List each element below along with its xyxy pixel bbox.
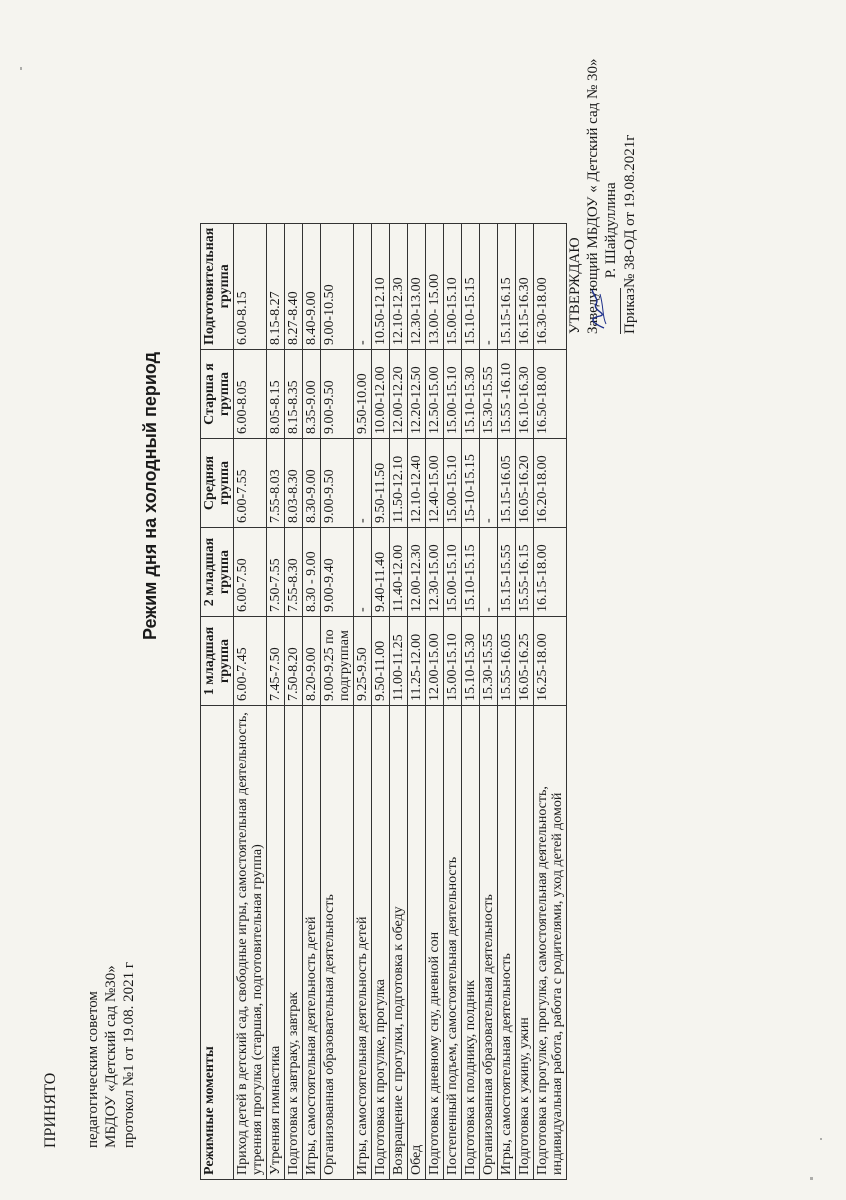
- table-row: [534, 223, 567, 1179]
- time-cell: 12.20-12.50: [408, 350, 426, 439]
- activity-cell: Возвращение с прогулки, подготовка к обеду: [390, 706, 408, 1180]
- time-cell: 15.15-15.55: [498, 528, 516, 617]
- activity-cell: Обед: [408, 706, 426, 1180]
- time-cell: 15.15-16.15: [498, 223, 516, 349]
- activity-cell: Постепенный подъем, самостоятельная деятельность: [444, 706, 462, 1180]
- time-cell: 9.40-11.40: [372, 528, 390, 617]
- approved-line-1: Заведующий МБДОУ « Детский сад № 30»: [585, 58, 601, 334]
- header-group-5: Подготовительная группа: [201, 223, 234, 349]
- time-cell: 9.25-9.50: [354, 617, 372, 706]
- time-cell: 15.10-15.15: [462, 528, 480, 617]
- time-cell: 12.40-15.00: [426, 439, 444, 528]
- time-cell: 12.30-13.00: [408, 223, 426, 349]
- time-cell: 12.10-12.40: [408, 439, 426, 528]
- time-cell: 12.10-12.30: [390, 223, 408, 349]
- time-cell: 11.25-12.00: [408, 617, 426, 706]
- activity-cell: Приход детей в детский сад, свободные игры, самостоятельная деятельность, утренняя прогулка (старшая, подготовительная группа): [234, 706, 267, 1180]
- activity-cell: Подготовка к ужину, ужин: [516, 706, 534, 1180]
- table-row: [303, 223, 321, 1179]
- time-cell: 15.00-15.10: [444, 350, 462, 439]
- time-cell: 8.05-8.15: [267, 350, 285, 439]
- time-cell: -: [354, 528, 372, 617]
- approved-order: Приказ№ 38-ОД от 19.08.2021г: [622, 134, 638, 334]
- time-cell: 7.45-7.50: [267, 617, 285, 706]
- scan-speck: [20, 67, 22, 70]
- time-cell: 9.50-10.00: [354, 350, 372, 439]
- time-cell: 15.55 -16.10: [498, 350, 516, 439]
- time-cell: 16.30-18.00: [534, 223, 567, 349]
- table-row: [444, 223, 462, 1179]
- time-cell: 16.10-16.30: [516, 350, 534, 439]
- header-activity: Режимные моменты: [201, 706, 234, 1180]
- time-cell: 15.55-16.05: [498, 617, 516, 706]
- time-cell: 8.30-9.00: [303, 439, 321, 528]
- accepted-line-2: МБДОУ «Детский сад №30»: [103, 965, 119, 1148]
- time-cell: -: [354, 223, 372, 349]
- time-cell: 8.27-8.40: [285, 223, 303, 349]
- accepted-line-3: протокол №1 от 19.08. 2021 г: [121, 961, 137, 1148]
- table-row: [480, 223, 498, 1179]
- activity-cell: Подготовка к прогулке, прогулка, самостоятельная деятельность, индивидуальная работа, работа с родителями, уход детей домой: [534, 706, 567, 1180]
- time-cell: 12.00-12.30: [408, 528, 426, 617]
- time-cell: -: [354, 439, 372, 528]
- time-cell: -: [480, 223, 498, 349]
- time-cell: 7.55-8.03: [267, 439, 285, 528]
- table-row: [285, 223, 303, 1179]
- time-cell: 15.00-15.10: [444, 528, 462, 617]
- time-cell: 15.10-15.30: [462, 350, 480, 439]
- activity-cell: Подготовка к полднику, полдник: [462, 706, 480, 1180]
- activity-cell: Игры, самостоятельная деятельность детей: [354, 706, 372, 1180]
- time-cell: 8.15-8.35: [285, 350, 303, 439]
- table-row: [516, 223, 534, 1179]
- table-row: [462, 223, 480, 1179]
- time-cell: 8.15-8.27: [267, 223, 285, 349]
- activity-cell: Подготовка к прогулке, прогулка: [372, 706, 390, 1180]
- table-row: [390, 223, 408, 1179]
- time-cell: 12.00-15.00: [426, 617, 444, 706]
- time-cell: 11.00-11.25: [390, 617, 408, 706]
- table-row: [372, 223, 390, 1179]
- time-cell: 16.05-16.25: [516, 617, 534, 706]
- time-cell: 15.10-15.30: [462, 617, 480, 706]
- table-row: [498, 223, 516, 1179]
- time-cell: 15.30-15.55: [480, 350, 498, 439]
- table-row: [426, 223, 444, 1179]
- scan-speck: [810, 1177, 813, 1180]
- time-cell: 16.15-18.00: [534, 528, 567, 617]
- time-cell: 7.55-8.30: [285, 528, 303, 617]
- time-cell: -: [480, 439, 498, 528]
- time-cell: 15.00-15.10: [444, 223, 462, 349]
- time-cell: 10.50-12.10: [372, 223, 390, 349]
- time-cell: 6.00-8.15: [234, 223, 267, 349]
- time-cell: 6.00-7.55: [234, 439, 267, 528]
- time-cell: 15.00-15.10: [444, 617, 462, 706]
- time-cell: 16.15-16.30: [516, 223, 534, 349]
- table-row: [267, 223, 285, 1179]
- time-cell: -: [480, 528, 498, 617]
- time-cell: 16.20-18.00: [534, 439, 567, 528]
- activity-cell: Организованная образовательная деятельность: [480, 706, 498, 1180]
- time-cell: 11.50-12.10: [390, 439, 408, 528]
- time-cell: 15.00-15.10: [444, 439, 462, 528]
- approved-title: УТВЕРЖДАЮ: [567, 237, 583, 334]
- activity-cell: Подготовка к дневному сну, дневной сон: [426, 706, 444, 1180]
- table-row: [408, 223, 426, 1179]
- header-group-3: Средняя группа: [201, 439, 234, 528]
- time-cell: 7.50-7.55: [267, 528, 285, 617]
- time-cell: 11.40-12.00: [390, 528, 408, 617]
- time-cell: 16.05-16.20: [516, 439, 534, 528]
- header-group-4: Старша я группа: [201, 350, 234, 439]
- time-cell: 8.30 - 9.00: [303, 528, 321, 617]
- time-cell: 9.00-9.50: [321, 439, 354, 528]
- time-cell: 12.30-15.00: [426, 528, 444, 617]
- activity-cell: Игры, самостоятельная деятельность детей: [303, 706, 321, 1180]
- time-cell: 6.00-7.50: [234, 528, 267, 617]
- time-cell: 9.00-9.25 по подгруппам: [321, 617, 354, 706]
- table-header-row: [201, 223, 234, 1179]
- time-cell: 16.25-18.00: [534, 617, 567, 706]
- time-cell: 6.00-8.05: [234, 350, 267, 439]
- time-cell: 13.00- 15.00: [426, 223, 444, 349]
- signature-line: [602, 288, 621, 334]
- approved-block: [566, 58, 639, 334]
- accepted-line-1: педагогическим советом: [85, 991, 101, 1148]
- schedule-table: [200, 223, 567, 1180]
- time-cell: 15.15-16.05: [498, 439, 516, 528]
- scan-speck: [820, 1138, 822, 1140]
- time-cell: 15.30-15.55: [480, 617, 498, 706]
- activity-cell: Подготовка к завтраку, завтрак: [285, 706, 303, 1180]
- time-cell: 9.00-9.40: [321, 528, 354, 617]
- header-group-2: 2 младшая группа: [201, 528, 234, 617]
- approved-signer-row: [602, 58, 621, 334]
- activity-cell: Утренняя гимнастика: [267, 706, 285, 1180]
- activity-cell: Организованная образовательная деятельность: [321, 706, 354, 1180]
- time-cell: 6.00-7.45: [234, 617, 267, 706]
- time-cell: 9.50-11.00: [372, 617, 390, 706]
- time-cell: 12.00-12.20: [390, 350, 408, 439]
- accepted-title: ПРИНЯТО: [42, 1072, 59, 1148]
- time-cell: 9.00-10.50: [321, 223, 354, 349]
- table-row: [321, 223, 354, 1179]
- time-cell: 9.00-9.50: [321, 350, 354, 439]
- time-cell: 10.00-12.00: [372, 350, 390, 439]
- time-cell: 15.55-16.15: [516, 528, 534, 617]
- time-cell: 8.40-9.00: [303, 223, 321, 349]
- accepted-block: [42, 962, 138, 1148]
- time-cell: 8.20-9.00: [303, 617, 321, 706]
- signature-icon: [588, 288, 610, 330]
- time-cell: 16.50-18.00: [534, 350, 567, 439]
- table-row: [354, 223, 372, 1179]
- approved-signer: Р. Шайдуллина: [603, 182, 619, 279]
- activity-cell: Игры, самостоятельная деятельность: [498, 706, 516, 1180]
- table-row: [234, 223, 267, 1179]
- time-cell: 8.03-8.30: [285, 439, 303, 528]
- time-cell: 7.50-8.20: [285, 617, 303, 706]
- time-cell: 9.50-11.50: [372, 439, 390, 528]
- page-title: Режим дня на холодный период: [140, 351, 160, 640]
- time-cell: 8.35-9.00: [303, 350, 321, 439]
- header-group-1: 1 младшая группа: [201, 617, 234, 706]
- time-cell: 12.50-15.00: [426, 350, 444, 439]
- time-cell: 15-10-15.15: [462, 439, 480, 528]
- time-cell: 15.10-15.15: [462, 223, 480, 349]
